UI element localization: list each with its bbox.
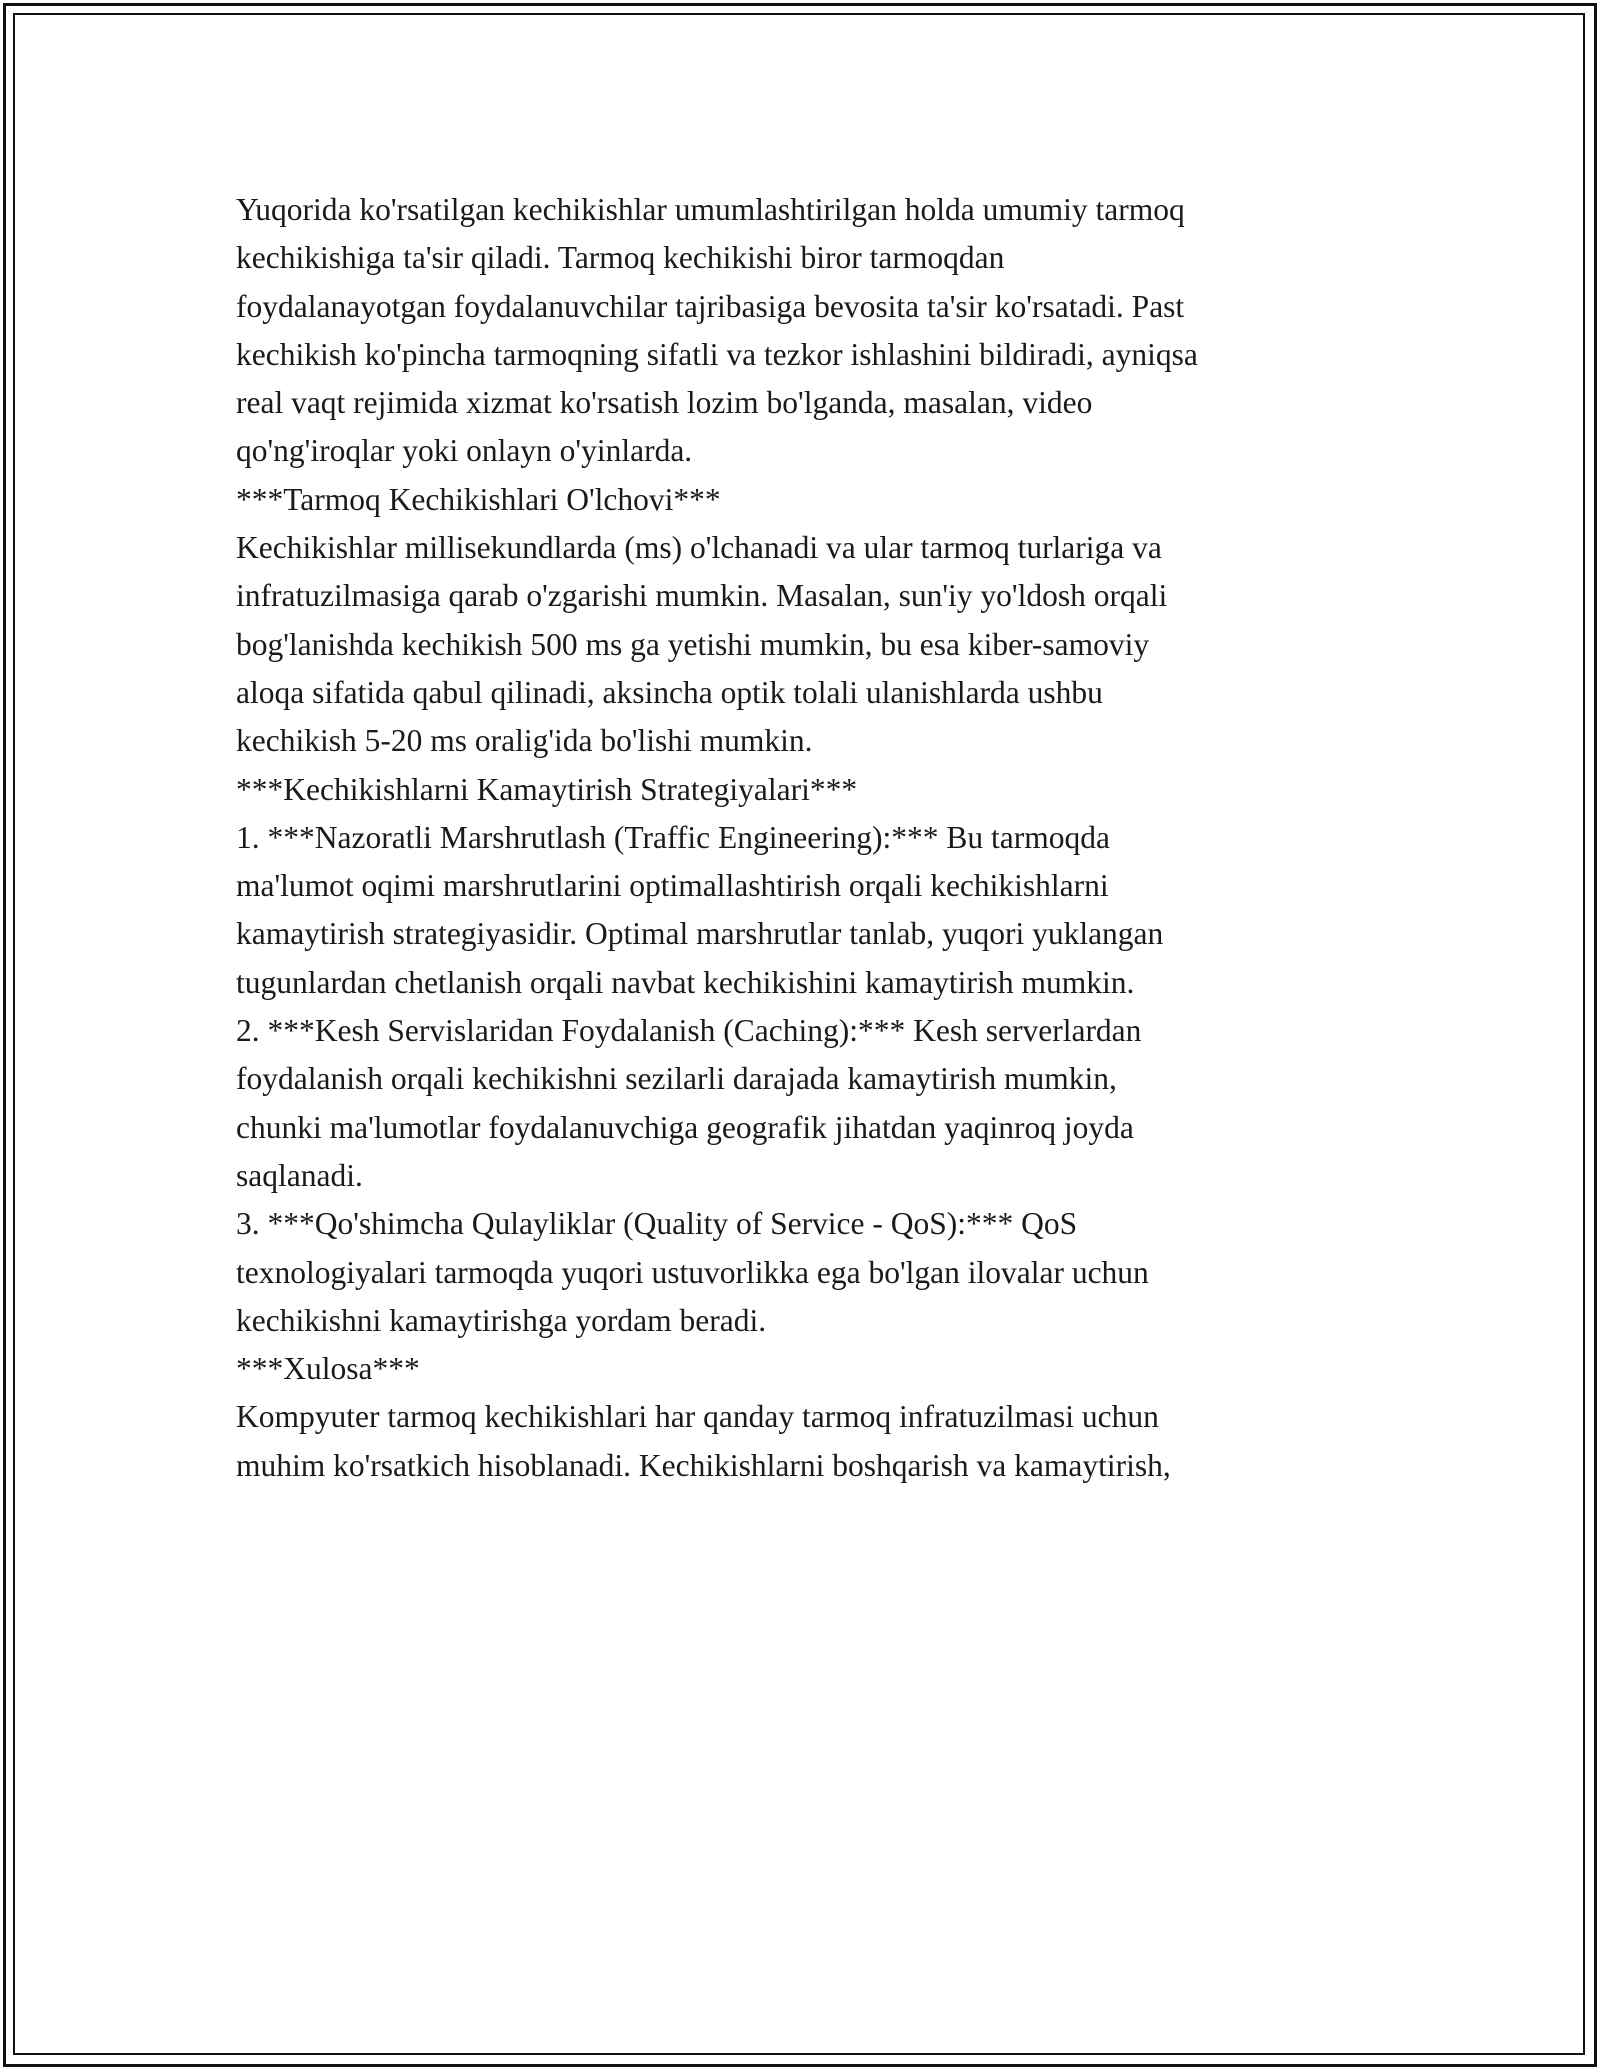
text-line: real vaqt rejimida xizmat ko'rsatish lozim bo'lganda, masalan, video xyxy=(236,385,1093,421)
text-line: 3. ***Qo'shimcha Qulayliklar (Quality of Service - QoS):*** QoS xyxy=(236,1206,1078,1242)
list-item-qos xyxy=(236,1200,1376,1345)
text-line: chunki ma'lumotlar foydalanuvchiga geografik jihatdan yaqinroq joyda xyxy=(236,1109,1134,1145)
text-line: kamaytirish strategiyasidir. Optimal marshrutlar tanlab, yuqori yuklangan xyxy=(236,916,1164,952)
text-line: kechikish ko'pincha tarmoqning sifatli va tezkor ishlashini bildiradi, ayniqsa xyxy=(236,336,1198,372)
list-item-caching xyxy=(236,1007,1376,1200)
paragraph-measurement xyxy=(236,524,1376,765)
text-line: 1. ***Nazoratli Marshrutlash (Traffic Engineering):*** Bu tarmoqda xyxy=(236,819,1110,855)
text-line: foydalanish orqali kechikishni sezilarli darajada kamaytirish mumkin, xyxy=(236,1061,1117,1097)
section-heading: ***Kechikishlarni Kamaytirish Strategiyalari*** xyxy=(236,771,858,807)
text-line: tugunlardan chetlanish orqali navbat kechikishini kamaytirish mumkin. xyxy=(236,964,1135,1000)
heading-conclusion xyxy=(236,1345,1376,1393)
list-item-traffic-engineering xyxy=(236,814,1376,1007)
text-line: ma'lumot oqimi marshrutlarini optimallashtirish orqali kechikishlarni xyxy=(236,868,1109,904)
text-line: qo'ng'iroqlar yoki onlayn o'yinlarda. xyxy=(236,433,693,469)
text-line: aloqa sifatida qabul qilinadi, aksincha optik tolali ulanishlarda ushbu xyxy=(236,674,1103,710)
text-line: Kompyuter tarmoq kechikishlari har qanday tarmoq infratuzilmasi uchun xyxy=(236,1399,1159,1435)
text-line: foydalanayotgan foydalanuvchilar tajribasiga bevosita ta'sir ko'rsatadi. Past xyxy=(236,288,1185,324)
text-line: infratuzilmasiga qarab o'zgarishi mumkin. Masalan, sun'iy yo'ldosh orqali xyxy=(236,578,1168,614)
paragraph-conclusion xyxy=(236,1393,1376,1490)
heading-measurement xyxy=(236,476,1376,524)
section-heading: ***Tarmoq Kechikishlari O'lchovi*** xyxy=(236,481,721,517)
text-line: Kechikishlar millisekundlarda (ms) o'lchanadi va ular tarmoq turlariga va xyxy=(236,530,1162,566)
text-line: texnologiyalari tarmoqda yuqori ustuvorlikka ega bo'lgan ilovalar uchun xyxy=(236,1254,1149,1290)
text-line: 2. ***Kesh Servislaridan Foydalanish (Caching):*** Kesh serverlardan xyxy=(236,1013,1142,1049)
text-line: kechikish 5-20 ms oralig'ida bo'lishi mumkin. xyxy=(236,723,813,759)
text-line: muhim ko'rsatkich hisoblanadi. Kechikishlarni boshqarish va kamaytirish, xyxy=(236,1447,1171,1483)
text-line: kechikishni kamaytirishga yordam beradi. xyxy=(236,1302,767,1338)
paragraph-intro xyxy=(236,186,1376,476)
document-body xyxy=(236,186,1376,1490)
heading-strategies xyxy=(236,766,1376,814)
text-line: saqlanadi. xyxy=(236,1157,363,1193)
text-line: kechikishiga ta'sir qiladi. Tarmoq kechikishi biror tarmoqdan xyxy=(236,240,1005,276)
section-heading: ***Xulosa*** xyxy=(236,1351,420,1387)
text-line: bog'lanishda kechikish 500 ms ga yetishi mumkin, bu esa kiber-samoviy xyxy=(236,626,1150,662)
text-line: Yuqorida ko'rsatilgan kechikishlar umumlashtirilgan holda umumiy tarmoq xyxy=(236,192,1185,227)
